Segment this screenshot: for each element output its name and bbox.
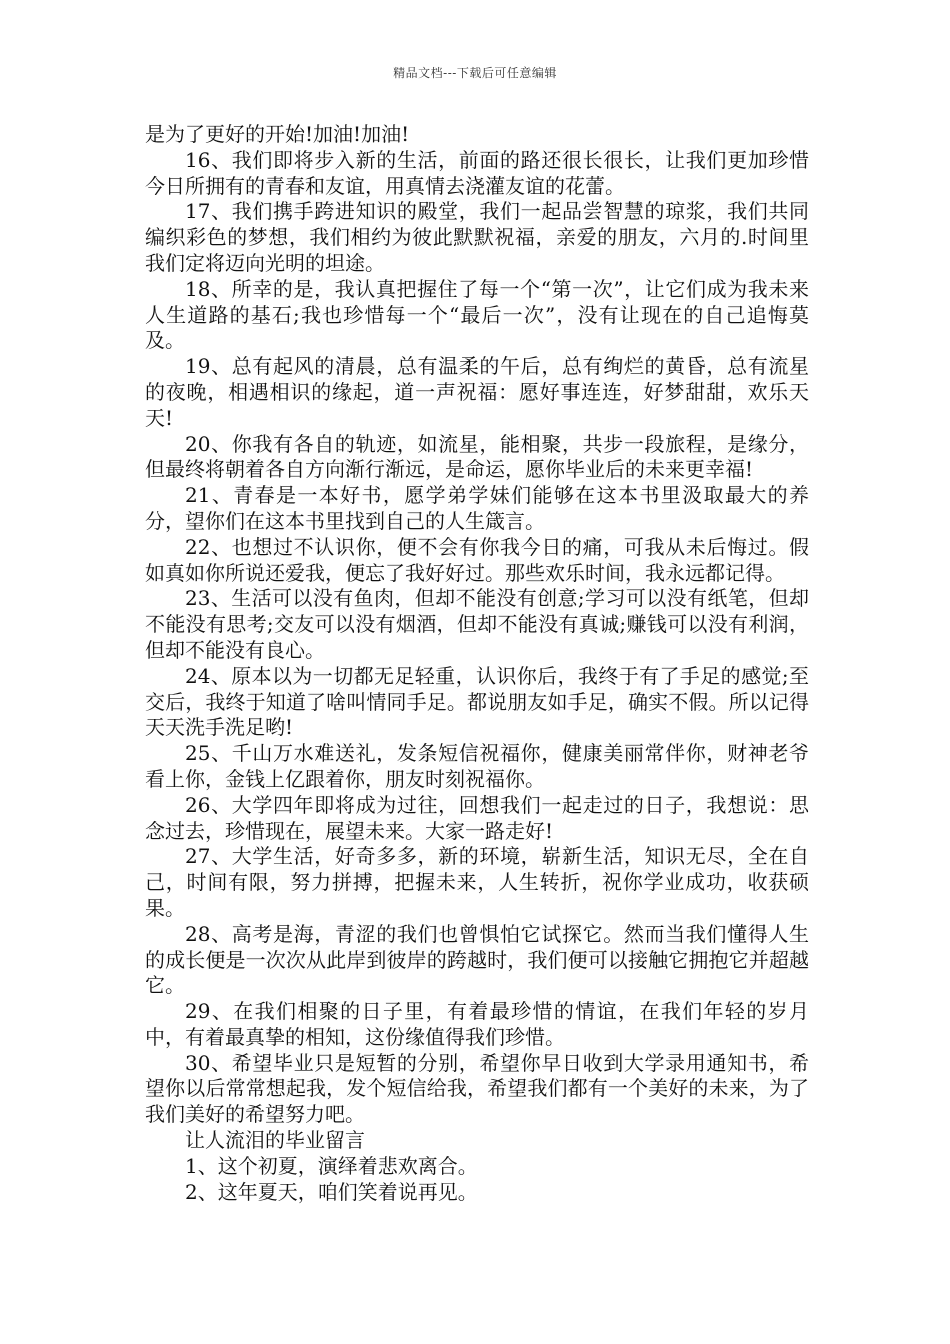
paragraph: 是为了更好的开始!加油!加油!: [145, 122, 410, 146]
paragraph: 2、这年夏天，咱们笑着说再见。: [185, 1179, 478, 1204]
paragraph: 17、我们携手跨进知识的殿堂，我们一起品尝智慧的琼浆，我们共同编织彩色的梦想，我们相约为彼此默默祝福，亲爱的朋友，六月的.时间里我们定将迈向光明的坦途。: [145, 199, 809, 275]
paragraph: 24、原本以为一切都无足轻重，认识你后，我终于有了手足的感觉;至交后，我终于知道了啥叫情同手足。都说朋友如手足，确实不假。所以记得天天洗手洗足哟!: [145, 663, 809, 740]
paragraph: 26、大学四年即将成为过往，回想我们一起走过的日子，我想说：思念过去，珍惜现在，展望未来。大家一路走好!: [145, 792, 809, 843]
paragraph: 20、你我有各自的轨迹，如流星，能相聚，共步一段旅程，是缘分，但最终将朝着各自方向渐行渐远，是命运，愿你毕业后的未来更幸福!: [145, 431, 809, 482]
paragraph: 21、青春是一本好书，愿学弟学妹们能够在这本书里汲取最大的养分，望你们在这本书里找到自己的人生箴言。: [145, 483, 809, 533]
paragraph: 29、在我们相聚的日子里，有着最珍惜的情谊，在我们年轻的岁月中，有着最真挚的相知，这份缘值得我们珍惜。: [145, 999, 809, 1049]
paragraph: 22、也想过不认识你，便不会有你我今日的痛，可我从未后悔过。假如真如你所说还爱我，便忘了我好好过。那些欢乐时间，我永远都记得。: [145, 534, 809, 585]
paragraph: 28、高考是海，青涩的我们也曾惧怕它试探它。然而当我们懂得人生的成长便是一次次从此岸到彼岸的跨越时，我们便可以接触它拥抱它并超越它。: [145, 921, 809, 998]
paragraph: 23、生活可以没有鱼肉，但却不能没有创意;学习可以没有纸笔，但却不能没有思考;交友可以没有烟酒，但却不能没有真诚;赚钱可以没有利润，但却不能没有良心。: [145, 586, 809, 662]
document-body: [145, 122, 809, 1205]
page-header: 精品文档---下载后可任意编辑: [393, 66, 557, 80]
paragraph: 25、千山万水难送礼，发条短信祝福你，健康美丽常伴你，财神老爷看上你，金钱上亿跟着你，朋友时刻祝福你。: [145, 741, 809, 791]
paragraph: 30、希望毕业只是短暂的分别，希望你早日收到大学录用通知书，希望你以后常常想起我，发个短信给我，希望我们都有一个美好的未来，为了我们美好的希望努力吧。: [145, 1050, 809, 1127]
paragraph: 18、所幸的是，我认真把握住了每一个“第一次”，让它们成为我未来人生道路的基石;我也珍惜每一个“最后一次”，没有让现在的自己追悔莫及。: [145, 276, 809, 353]
paragraph: 27、大学生活，好奇多多，新的环境，崭新生活，知识无尽，全在自己，时间有限，努力拼搏，把握未来，人生转折，祝你学业成功，收获硕果。: [145, 844, 809, 920]
section-heading: 让人流泪的毕业留言: [185, 1128, 365, 1153]
paragraph: 19、总有起风的清晨，总有温柔的午后，总有绚烂的黄昏，总有流星的夜晚，相遇相识的缘起，道一声祝福：愿好事连连，好梦甜甜，欢乐天天!: [145, 354, 809, 430]
paragraph: 1、这个初夏，演绎着悲欢离合。: [185, 1153, 478, 1178]
paragraph: 16、我们即将步入新的生活，前面的路还很长很长，让我们更加珍惜今日所拥有的青春和友谊，用真情去浇灌友谊的花蕾。: [145, 147, 809, 198]
